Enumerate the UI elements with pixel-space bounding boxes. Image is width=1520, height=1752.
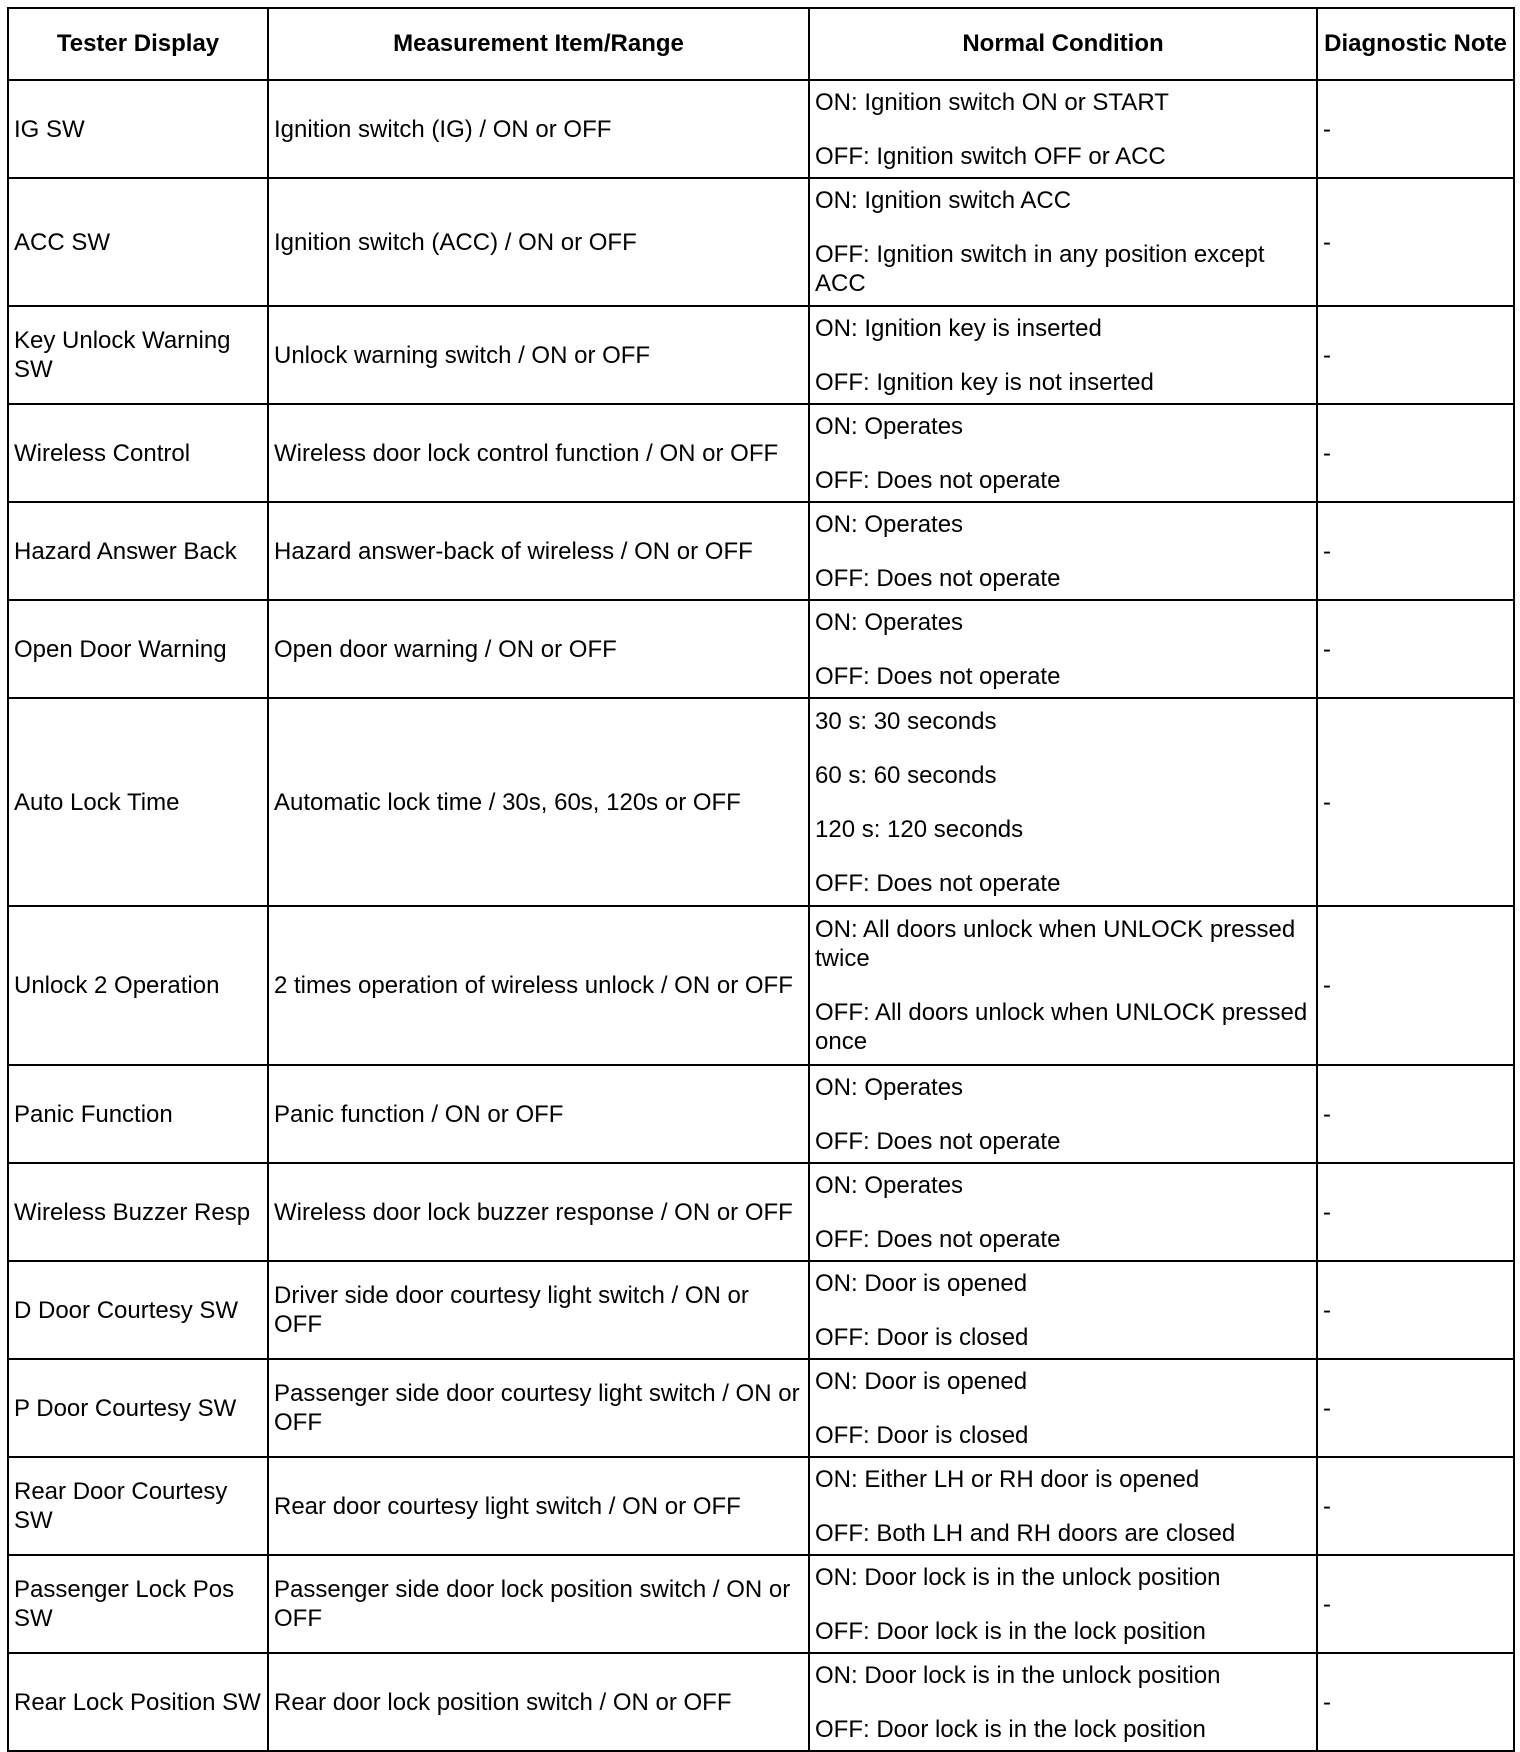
condition-line: 120 s: 120 seconds	[815, 815, 1024, 843]
table-row	[8, 698, 1514, 906]
normal-condition-cell	[809, 80, 1317, 178]
diagnostic-note-cell: -	[1317, 1457, 1514, 1555]
measurement-cell: Automatic lock time / 30s, 60s, 120s or OFF	[268, 698, 809, 906]
tester-display-cell: P Door Courtesy SW	[8, 1359, 268, 1457]
tester-display-cell: D Door Courtesy SW	[8, 1261, 268, 1359]
measurement-cell: Rear door courtesy light switch / ON or OFF	[268, 1457, 809, 1555]
condition-line: ON: Door is opened	[815, 1367, 1028, 1395]
condition-line: OFF: Does not operate	[815, 662, 1061, 690]
condition-line: OFF: Door lock is in the lock position	[815, 1617, 1206, 1645]
condition-line: 30 s: 30 seconds	[815, 707, 997, 735]
condition-line: ON: Door is opened	[815, 1269, 1028, 1297]
header-normal-condition: Normal Condition	[809, 8, 1317, 80]
tester-display-cell: Key Unlock Warning SW	[8, 306, 268, 404]
tester-display-cell: Unlock 2 Operation	[8, 906, 268, 1065]
condition-line: OFF: Does not operate	[815, 1225, 1061, 1253]
measurement-cell: Open door warning / ON or OFF	[268, 600, 809, 698]
condition-line: ON: Either LH or RH door is opened	[815, 1465, 1200, 1493]
data-list-table	[7, 7, 1515, 1752]
condition-line: ON: Operates	[815, 510, 964, 538]
tester-display-cell: Panic Function	[8, 1065, 268, 1163]
diagnostic-note-cell: -	[1317, 906, 1514, 1065]
condition-line: ON: Operates	[815, 1073, 964, 1101]
diagnostic-note-cell: -	[1317, 80, 1514, 178]
condition-line: ON: Operates	[815, 1171, 964, 1199]
tester-display-cell: Wireless Control	[8, 404, 268, 502]
diagnostic-note-cell: -	[1317, 1555, 1514, 1653]
normal-condition-cell	[809, 1555, 1317, 1653]
table-header-row	[8, 8, 1514, 80]
diagnostic-note-cell: -	[1317, 1065, 1514, 1163]
normal-condition-cell	[809, 178, 1317, 306]
normal-condition-cell	[809, 404, 1317, 502]
condition-line: OFF: Both LH and RH doors are closed	[815, 1519, 1236, 1547]
table-row	[8, 1261, 1514, 1359]
measurement-cell: Passenger side door lock position switch / ON or OFF	[268, 1555, 809, 1653]
header-measurement: Measurement Item/Range	[268, 8, 809, 80]
measurement-cell: Driver side door courtesy light switch / ON or OFF	[268, 1261, 809, 1359]
diagnostic-note-cell: -	[1317, 1653, 1514, 1751]
tester-display-cell: Auto Lock Time	[8, 698, 268, 906]
measurement-cell: Ignition switch (ACC) / ON or OFF	[268, 178, 809, 306]
diagnostic-note-cell: -	[1317, 1163, 1514, 1261]
measurement-cell: Passenger side door courtesy light switch / ON or OFF	[268, 1359, 809, 1457]
condition-line: OFF: All doors unlock when UNLOCK pressed once	[815, 999, 1308, 1055]
table-row	[8, 404, 1514, 502]
normal-condition-cell	[809, 1457, 1317, 1555]
diagnostic-note-cell: -	[1317, 1359, 1514, 1457]
condition-line: ON: Ignition switch ACC	[815, 187, 1072, 214]
table-row	[8, 1065, 1514, 1163]
tester-display-cell: Hazard Answer Back	[8, 502, 268, 600]
table-row	[8, 1359, 1514, 1457]
table-row	[8, 502, 1514, 600]
condition-line: ON: Operates	[815, 412, 964, 440]
normal-condition-cell	[809, 1653, 1317, 1751]
tester-display-cell: Open Door Warning	[8, 600, 268, 698]
measurement-cell: Ignition switch (IG) / ON or OFF	[268, 80, 809, 178]
condition-line: OFF: Does not operate	[815, 564, 1061, 592]
condition-line: ON: Door lock is in the unlock position	[815, 1661, 1221, 1689]
normal-condition-cell	[809, 306, 1317, 404]
diagnostic-note-cell: -	[1317, 306, 1514, 404]
diagnostic-note-cell: -	[1317, 502, 1514, 600]
condition-line: ON: All doors unlock when UNLOCK pressed twice	[815, 916, 1296, 972]
table-row	[8, 178, 1514, 306]
header-tester-display: Tester Display	[8, 8, 268, 80]
normal-condition-cell	[809, 1065, 1317, 1163]
table-row	[8, 80, 1514, 178]
measurement-cell: Panic function / ON or OFF	[268, 1065, 809, 1163]
tester-display-cell: Wireless Buzzer Resp	[8, 1163, 268, 1261]
table-row	[8, 1163, 1514, 1261]
table-row	[8, 600, 1514, 698]
table-row	[8, 1457, 1514, 1555]
normal-condition-cell	[809, 906, 1317, 1065]
condition-line: OFF: Door is closed	[815, 1421, 1029, 1449]
measurement-cell: Rear door lock position switch / ON or OFF	[268, 1653, 809, 1751]
tester-display-cell: ACC SW	[8, 178, 268, 306]
diagnostic-note-cell: -	[1317, 178, 1514, 306]
condition-line: OFF: Ignition switch in any position except ACC	[815, 241, 1265, 297]
normal-condition-cell	[809, 1163, 1317, 1261]
tester-display-cell: Rear Lock Position SW	[8, 1653, 268, 1751]
condition-line: ON: Operates	[815, 608, 964, 636]
normal-condition-cell	[809, 600, 1317, 698]
tester-display-cell: Rear Door Courtesy SW	[8, 1457, 268, 1555]
tester-display-cell: IG SW	[8, 80, 268, 178]
header-diagnostic-note: Diagnostic Note	[1317, 8, 1514, 80]
table-body	[8, 80, 1514, 1751]
condition-line: OFF: Door lock is in the lock position	[815, 1715, 1206, 1743]
condition-line: ON: Ignition key is inserted	[815, 314, 1102, 342]
diagnostic-note-cell: -	[1317, 404, 1514, 502]
condition-line: OFF: Door is closed	[815, 1323, 1029, 1351]
normal-condition-cell	[809, 502, 1317, 600]
measurement-cell: Unlock warning switch / ON or OFF	[268, 306, 809, 404]
condition-line: OFF: Ignition switch OFF or ACC	[815, 142, 1166, 170]
condition-line: OFF: Does not operate	[815, 466, 1061, 494]
condition-line: OFF: Does not operate	[815, 1127, 1061, 1155]
measurement-cell: Wireless door lock control function / ON or OFF	[268, 404, 809, 502]
measurement-cell: 2 times operation of wireless unlock / ON or OFF	[268, 906, 809, 1065]
table-row	[8, 306, 1514, 404]
measurement-cell: Hazard answer-back of wireless / ON or OFF	[268, 502, 809, 600]
table-row	[8, 1555, 1514, 1653]
condition-line: OFF: Does not operate	[815, 869, 1061, 897]
condition-line: ON: Door lock is in the unlock position	[815, 1563, 1221, 1591]
table-row	[8, 906, 1514, 1065]
condition-line: 60 s: 60 seconds	[815, 761, 997, 789]
diagnostic-note-cell: -	[1317, 600, 1514, 698]
condition-line: OFF: Ignition key is not inserted	[815, 368, 1154, 396]
normal-condition-cell	[809, 698, 1317, 906]
normal-condition-cell	[809, 1261, 1317, 1359]
measurement-cell: Wireless door lock buzzer response / ON or OFF	[268, 1163, 809, 1261]
condition-line: ON: Ignition switch ON or START	[815, 88, 1169, 116]
table-row	[8, 1653, 1514, 1751]
tester-display-cell: Passenger Lock Pos SW	[8, 1555, 268, 1653]
diagnostic-note-cell: -	[1317, 1261, 1514, 1359]
diagnostic-note-cell: -	[1317, 698, 1514, 906]
normal-condition-cell	[809, 1359, 1317, 1457]
